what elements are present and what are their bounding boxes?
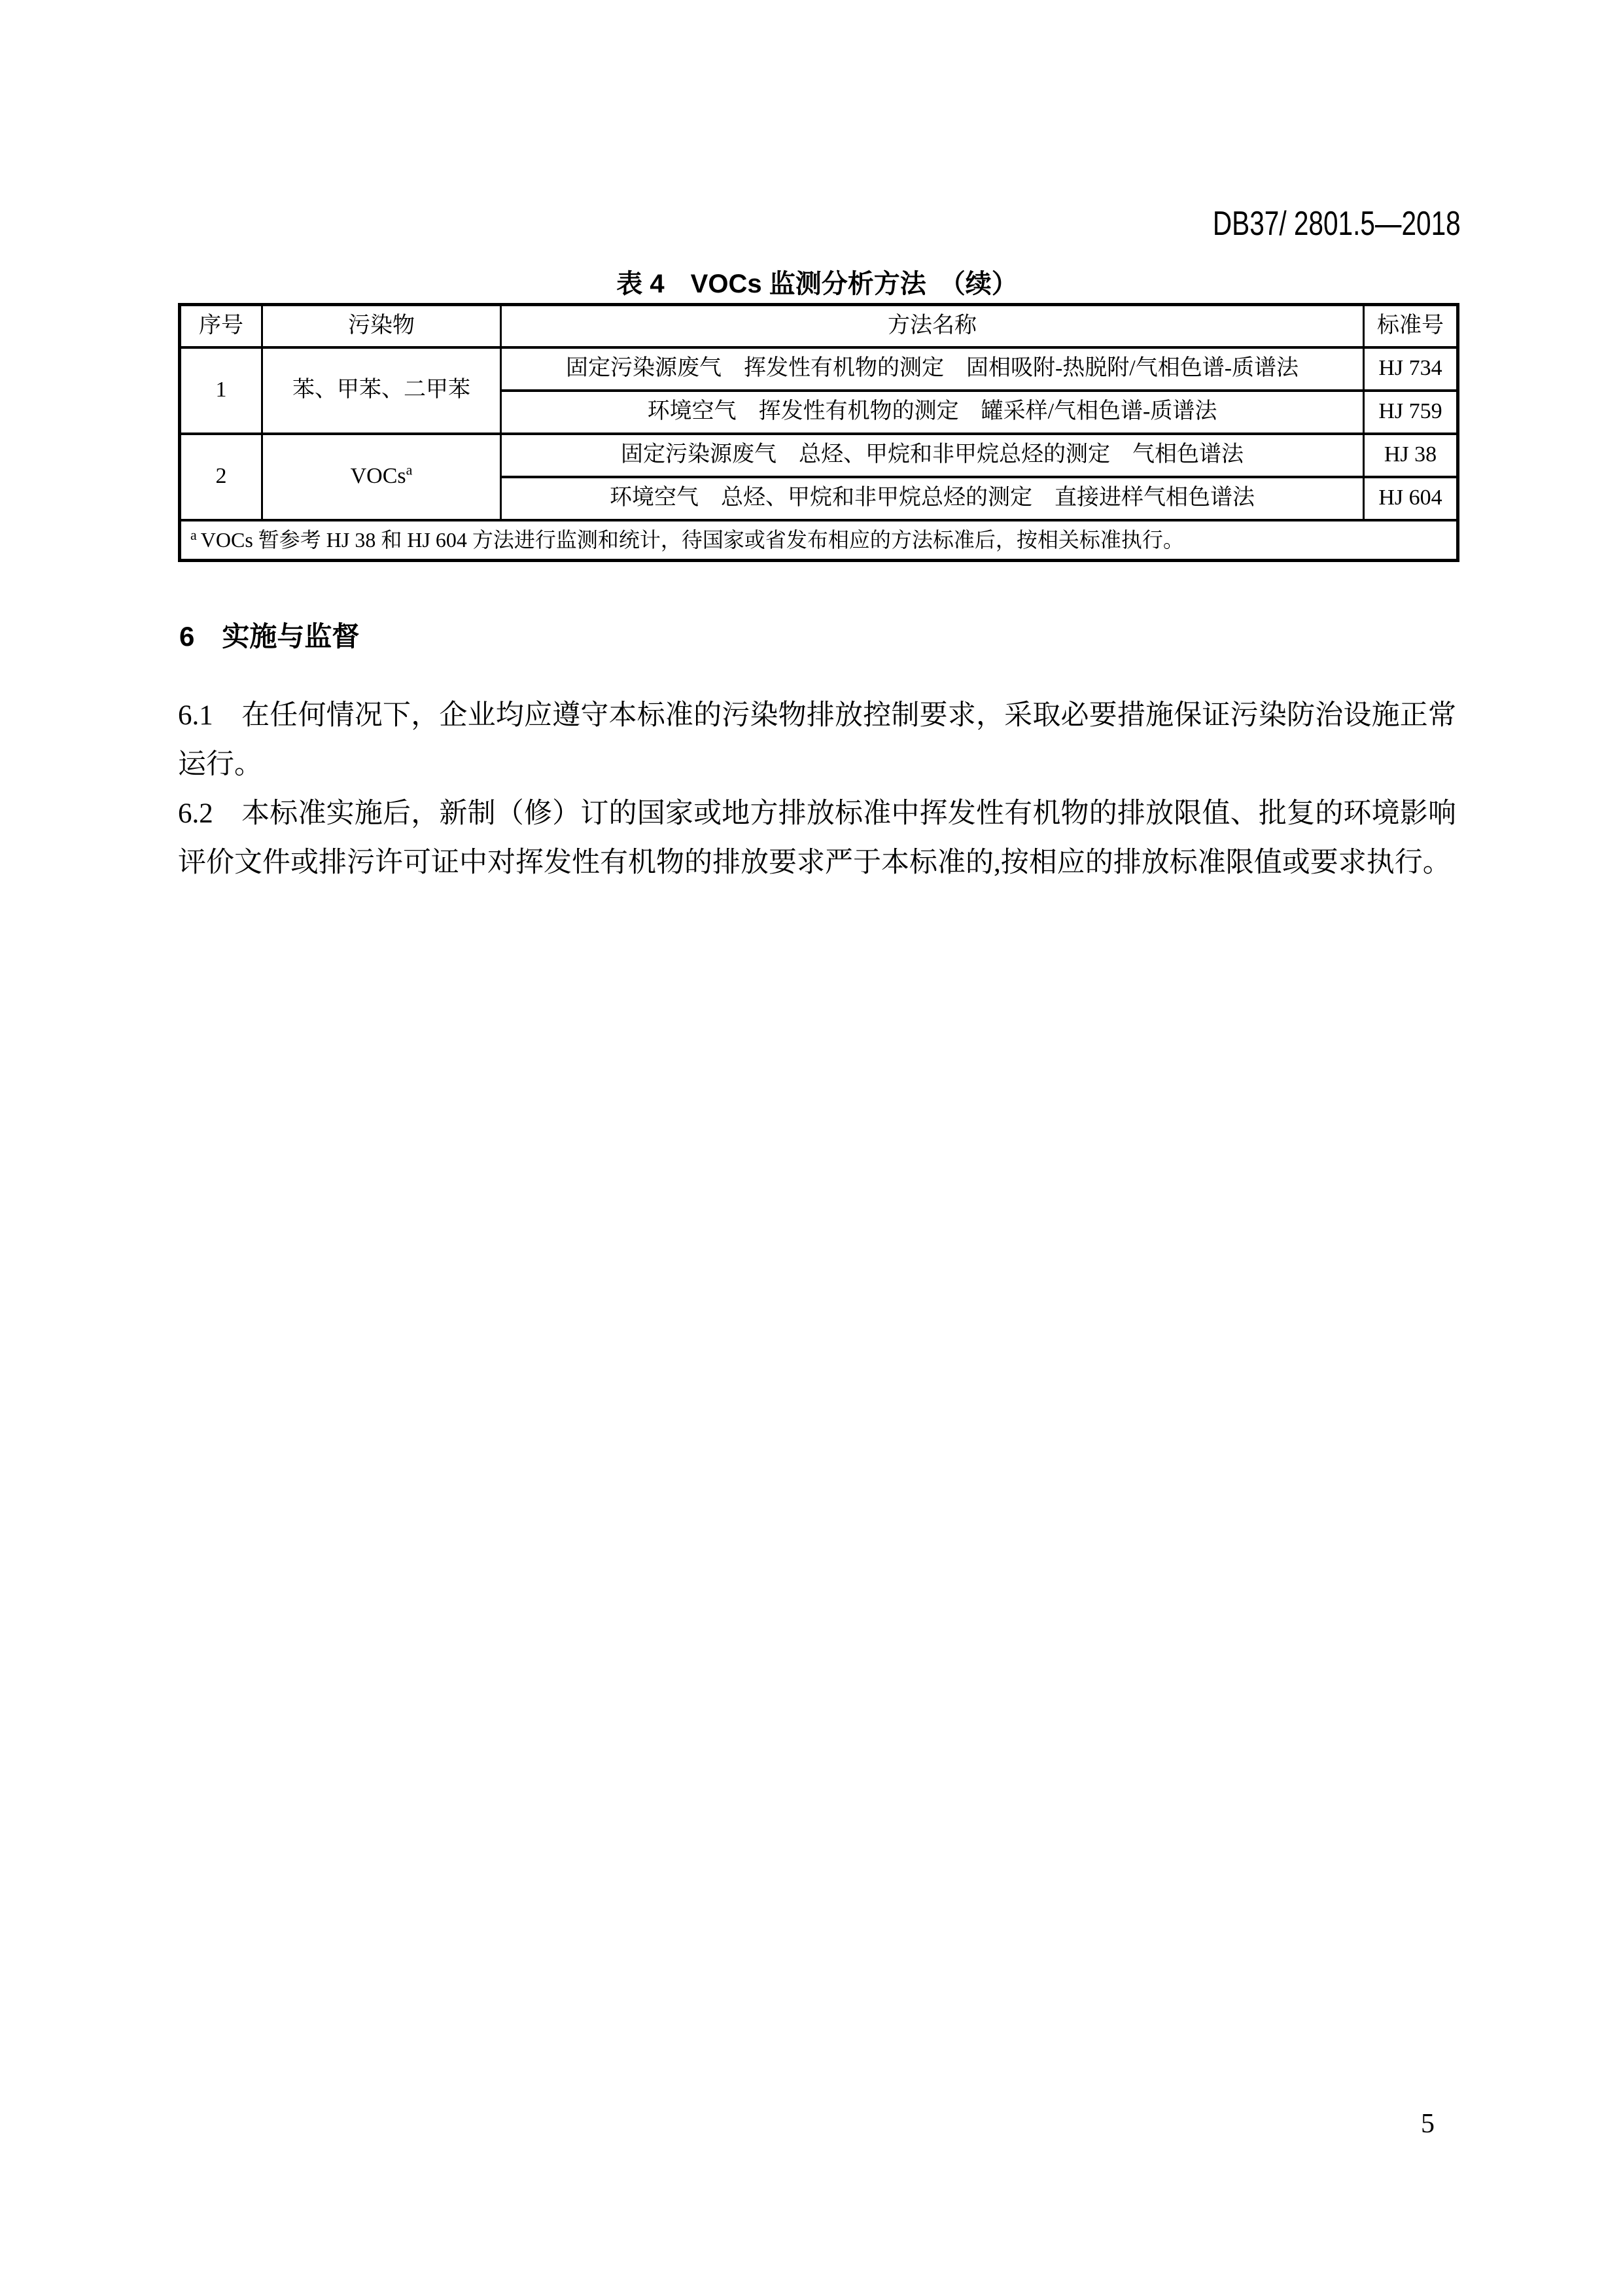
vocs-monitoring-methods-table <box>178 303 1459 562</box>
cell-row1-method1-standard: HJ 734 <box>1364 347 1458 391</box>
footnote-marker: a <box>190 526 197 543</box>
cell-row2-method1-name: 固定污染源废气 总烃、甲烷和非甲烷总烃的测定 气相色谱法 <box>501 434 1364 477</box>
cell-row2-pollutant <box>262 434 501 520</box>
header-cell-standard: 标准号 <box>1364 305 1458 347</box>
table-row <box>180 347 1458 391</box>
cell-row1-method2-standard: HJ 759 <box>1364 391 1458 434</box>
cell-row2-method2-standard: HJ 604 <box>1364 477 1458 520</box>
doc-number-header: DB37/ 2801.5—2018 <box>1213 205 1461 243</box>
footnote-cell <box>180 520 1458 561</box>
page-number: 5 <box>1421 2109 1435 2139</box>
pollutant-label: VOCs <box>350 464 406 489</box>
header-cell-pollutant: 污染物 <box>262 305 501 347</box>
pollutant-footnote-marker: a <box>406 461 413 478</box>
cell-row1-no: 1 <box>180 347 262 434</box>
cell-row1-method2-name: 环境空气 挥发性有机物的测定 罐采样/气相色谱-质谱法 <box>501 391 1364 434</box>
table-title: 表 4 VOCs 监测分析方法 （续） <box>616 270 1018 298</box>
section-6-body <box>178 691 1456 887</box>
para-6-2: 6.2 本标准实施后，新制（修）订的国家或地方排放标准中挥发性有机物的排放限值、批复的环境影响评价文件或排污许可证中对挥发性有机物的排放要求严于本标准的,按相应的排放标准限值或要求执行。 <box>178 798 1456 878</box>
footnote-text: VOCs 暂参考 HJ 38 和 HJ 604 方法进行监测和统计，待国家或省发布相应的方法标准后，按相关标准执行。 <box>200 528 1184 552</box>
para-6-1: 6.1 在任何情况下，企业均应遵守本标准的污染物排放控制要求，采取必要措施保证污染防治设施正常运行。 <box>178 700 1456 780</box>
table-row <box>180 434 1458 477</box>
cell-row2-method1-standard: HJ 38 <box>1364 434 1458 477</box>
section-6-heading: 6 实施与监督 <box>179 621 360 652</box>
cell-row2-no: 2 <box>180 434 262 520</box>
cell-row1-pollutant: 苯、甲苯、二甲苯 <box>262 347 501 434</box>
cell-row1-method1-name: 固定污染源废气 挥发性有机物的测定 固相吸附-热脱附/气相色谱-质谱法 <box>501 347 1364 391</box>
table-header-row <box>180 305 1458 347</box>
cell-row2-method2-name: 环境空气 总烃、甲烷和非甲烷总烃的测定 直接进样气相色谱法 <box>501 477 1364 520</box>
header-cell-method-name: 方法名称 <box>501 305 1364 347</box>
table-footnote-row <box>180 520 1458 561</box>
header-cell-no: 序号 <box>180 305 262 347</box>
